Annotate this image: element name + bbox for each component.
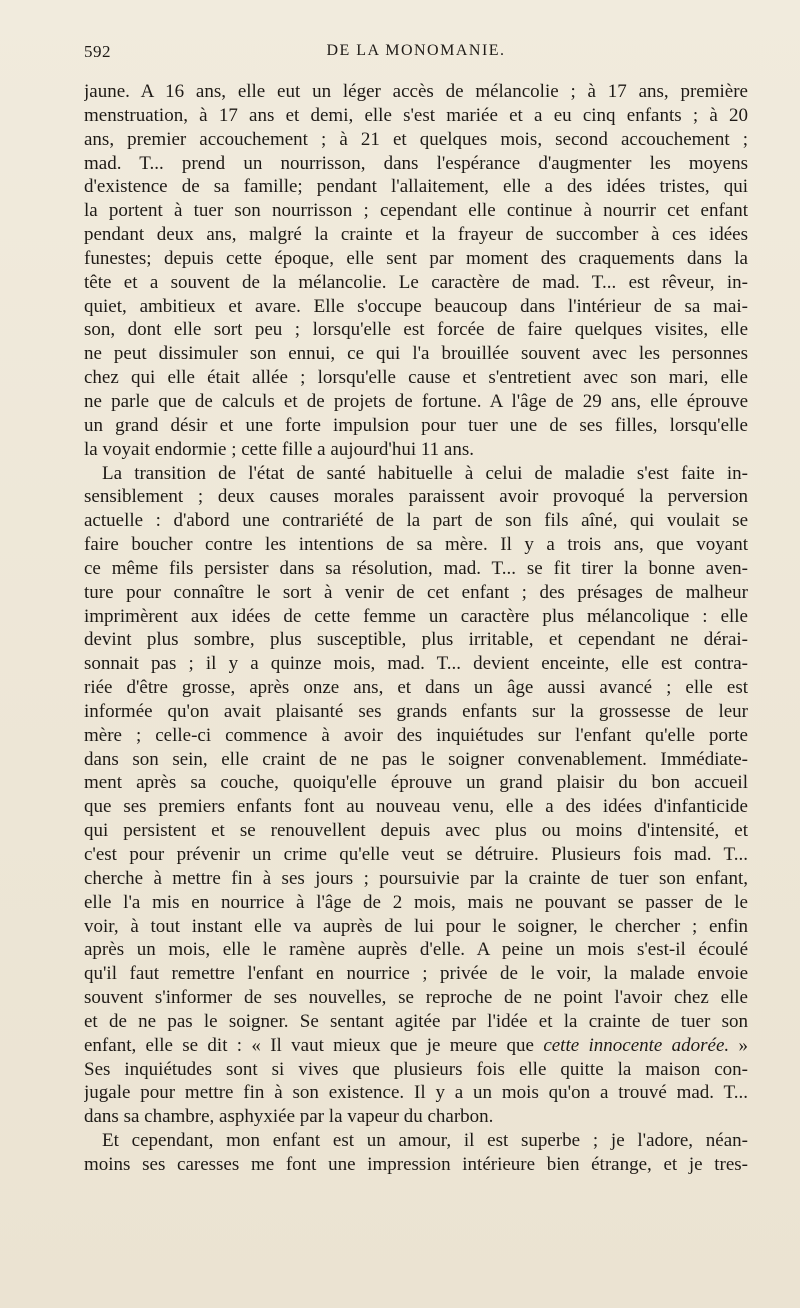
text-line: tête et a souvent de la mélancolie. Le caractère de mad. T... est rêveur, in-	[84, 271, 748, 293]
text-line: sensiblement ; deux causes morales paraissent avoir provoqué la perversion	[84, 486, 748, 508]
text-line: la voyait endormie ; cette fille a aujourd'hui 11 ans.	[84, 438, 474, 460]
text-line: menstruation, à 17 ans et demi, elle s'est mariée et a eu cinq enfants ; à 20	[84, 104, 748, 126]
body-text	[84, 80, 748, 1177]
text-line: dans son sein, elle craint de ne pas le soigner convenablement. Immédiate-	[84, 748, 748, 770]
text-line: sonnait pas ; il y a quinze mois, mad. T... devient enceinte, elle est contra-	[84, 653, 748, 675]
text-line: souvent s'informer de ses nouvelles, se reproche de ne point l'avoir chez elle	[84, 987, 748, 1009]
text-line: ans, premier accouchement ; à 21 et quelques mois, second accouchement ;	[84, 128, 748, 150]
text-line: imprimèrent aux idées de cette femme un caractère plus mélancolique : elle	[84, 605, 748, 627]
text-line: ne peut dissimuler son ennui, ce qui l'a brouillée souvent avec les personnes	[84, 343, 748, 365]
text-line: dans sa chambre, asphyxiée par la vapeur du charbon.	[84, 1106, 494, 1128]
text-line: qui persistent et se renouvellent depuis avec plus ou moins d'intensité, et	[84, 820, 748, 842]
text-line: mère ; celle-ci commence à avoir des inquiétudes sur l'enfant qu'elle porte	[84, 724, 748, 746]
text-line: funestes; depuis cette époque, elle sent par moment des craquements dans la	[84, 247, 748, 269]
text-line: un grand désir et une forte impulsion pour tuer une de ses filles, lorsqu'elle	[84, 414, 748, 436]
text-line: que ses premiers enfants font au nouveau venu, elle a des idées d'infanticide	[84, 796, 748, 818]
quote-line	[84, 1034, 748, 1058]
text-line: faire boucher contre les intentions de sa mère. Il y a trois ans, que voyant	[84, 534, 748, 556]
text-line: moins ses caresses me font une impression intérieure bien étrange, et je tres-	[84, 1153, 748, 1175]
text-line: pendant deux ans, malgré la crainte et la frayeur de succomber à ces idées	[84, 224, 748, 246]
text-line: elle l'a mis en nourrice à l'âge de 2 mois, mais ne pouvant se passer de le	[84, 891, 748, 913]
text-line: quiet, ambitieux et avare. Elle s'occupe beaucoup dans l'intérieur de sa mai-	[84, 295, 748, 317]
text-line: ment après sa couche, quoiqu'elle éprouve un grand plaisir du bon accueil	[84, 772, 748, 794]
text-line: actuelle : d'abord une contrariété de la part de son fils aîné, qui voulait se	[84, 510, 748, 532]
text-line: devint plus sombre, plus susceptible, plus irritable, et cependant ne dérai-	[84, 629, 748, 651]
text-line: mad. T... prend un nourrisson, dans l'espérance d'augmenter les moyens	[84, 152, 748, 174]
text-line: riée d'être grosse, après onze ans, et dans un âge aussi avancé ; elle est	[84, 677, 748, 699]
text-line: qu'il faut remettre l'enfant en nourrice ; privée de le voir, la malade envoie	[84, 963, 748, 985]
text-line: ce même fils persister dans sa résolution, mad. T... se fit tirer la bonne aven-	[84, 557, 748, 579]
running-title: DE LA MONOMANIE.	[326, 42, 506, 59]
quote-lead-text: enfant, elle se dit : « Il vaut mieux que je meure que	[84, 1034, 544, 1056]
paragraph-start-line: La transition de l'état de santé habituelle à celui de maladie s'est faite in-	[102, 462, 748, 484]
text-line: voir, à tout instant elle va auprès de lui pour le soigner, le chercher ; enfin	[84, 915, 748, 937]
text-line: la portent à tuer son nourrisson ; cependant elle continue à nourrir cet enfant	[84, 200, 748, 222]
text-line: jaune. A 16 ans, elle eut un léger accès de mélancolie ; à 17 ans, première	[84, 81, 748, 102]
italic-quote: cette innocente adorée.	[543, 1034, 730, 1056]
text-line: ne parle que de calculs et de projets de fortune. A l'âge de 29 ans, elle éprouve	[84, 390, 748, 412]
text-line: informée qu'on avait plaisanté ses grands enfants sur la grossesse de leur	[84, 700, 748, 722]
text-line: jugale pour mettre fin à son existence. Il y a un mois qu'on a trouvé mad. T...	[84, 1082, 748, 1104]
text-line: chez qui elle était allée ; lorsqu'elle cause et s'entretient avec son mari, elle	[84, 367, 748, 389]
text-line: après un mois, elle le ramène auprès d'elle. A peine un mois s'est-il écoulé	[84, 939, 748, 961]
text-line: son, dont elle sort peu ; lorsqu'elle est forcée de faire quelques visites, elle	[84, 319, 748, 341]
text-line: Ses inquiétudes sont si vives que plusieurs fois elle quitte la maison con-	[84, 1058, 748, 1080]
quote-close: »	[729, 1034, 748, 1056]
text-line: et de ne pas le soigner. Se sentant agitée par l'idée et la crainte de tuer son	[84, 1010, 748, 1032]
running-head	[84, 42, 748, 66]
text-line: cherche à mettre fin à ses jours ; poursuivie par la crainte de tuer son enfant,	[84, 867, 748, 889]
text-line: c'est pour prévenir un crime qu'elle veut se détruire. Plusieurs fois mad. T...	[84, 844, 748, 865]
page-number: 592	[84, 42, 111, 61]
paragraph-start-line: Et cependant, mon enfant est un amour, il est superbe ; je l'adore, néan-	[102, 1130, 748, 1152]
text-line: d'existence de sa famille; pendant l'allaitement, elle a des idées tristes, qui	[84, 176, 748, 198]
text-line: ture pour connaître le sort à venir de cet enfant ; des présages de malheur	[84, 581, 748, 603]
